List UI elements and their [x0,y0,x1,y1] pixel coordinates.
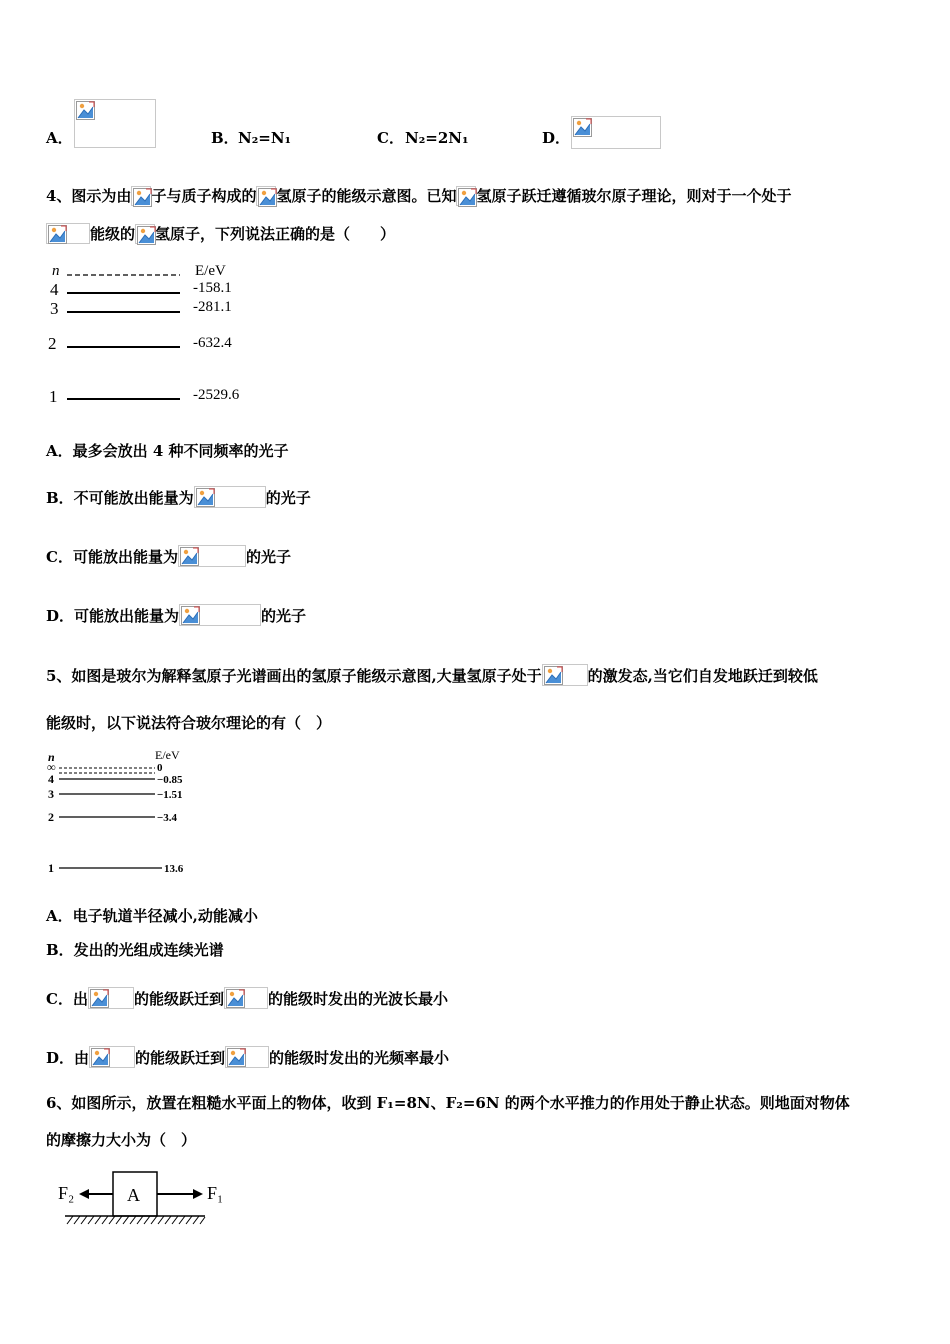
q4-energy-level-diagram [40,258,270,418]
q4-level-n: 4 [50,280,59,299]
broken-image-icon [224,987,268,1009]
f2-arrowhead [79,1189,89,1199]
q5-infinity-label: ∞ [47,760,56,774]
block-label: A [127,1185,140,1205]
q5-n-label: n [48,750,55,764]
q5-infinity-e: 0 [157,762,163,774]
broken-image-icon [89,1046,135,1068]
q4-level-e: -2529.6 [193,387,240,403]
f1-label: F₁ [207,1183,224,1203]
ground-hatching [67,1216,205,1224]
broken-image-icon [179,604,261,626]
q5-level-e: 13.6 [164,863,184,875]
broken-image-icon [131,186,151,206]
q4-level-n: 3 [50,299,59,318]
broken-image-icon [542,664,588,686]
q4-stem-line1: 4、图示为由 子与质子构成的 氢原子的能级示意图。已知 氢原子跃迁遵循玻尔原子理论，则对于一个处于 [46,187,792,205]
q4-stem-line2: 能级的 氢原子，下列说法正确的是（ ） [46,223,395,244]
broken-image-icon [178,545,246,567]
q5-level-e: −0.85 [157,774,183,786]
q4-option-a: A．最多会放出 4 种不同频率的光子 [46,442,289,460]
option-a-label: A． [46,129,73,147]
q6-stem-line2: 的摩擦力大小为（ ） [46,1131,197,1149]
q4-level-e: -281.1 [193,299,232,315]
q4-level-n: 1 [49,387,58,406]
q5-level-n: 4 [48,772,54,786]
q5-level-n: 1 [48,861,54,875]
q4-level-e: -632.4 [193,335,232,351]
q4-level-e: -158.1 [193,280,232,296]
f2-label: F₂ [58,1183,75,1203]
q5-option-c: C．出 的能级跃迁到 的能级时发出的光波长最小 [46,987,448,1009]
broken-image-icon [46,223,90,244]
broken-image-icon [88,987,134,1009]
broken-image-icon [135,224,155,244]
broken-image-icon [256,186,276,206]
q5-stem-line1: 5、如图是玻尔为解释氢原子光谱画出的氢原子能级示意图,大量氢原子处于 的激发态,当它们自发地跃迁到较低 [46,664,818,686]
q4-option-d: D．可能放出能量为 的光子 [46,604,306,626]
broken-image-icon [74,99,156,148]
q4-e-label: E/eV [195,263,226,279]
option-d-label: D． [542,129,571,147]
q4-option-c: C．可能放出能量为 的光子 [46,545,291,567]
q4-option-b: B．不可能放出能量为 的光子 [46,486,311,508]
broken-image-icon [571,116,661,149]
q5-energy-level-diagram [40,746,210,880]
q6-stem-line1: 6、如图所示，放置在粗糙水平面上的物体，收到 F₁=8N、F₂=6N 的两个水平推力的作用处于静止状态。则地面对物体 [46,1094,850,1112]
q5-level-e: −3.4 [157,812,178,824]
q5-stem-line2: 能级时，以下说法符合玻尔理论的有（ ） [46,714,332,732]
q5-level-n: 3 [48,787,54,801]
q5-option-d: D．由 的能级跃迁到 的能级时发出的光频率最小 [46,1046,449,1068]
option-c-text: N₂=2N₁ [405,129,469,147]
q5-level-n: 2 [48,810,54,824]
option-c-label: C． [377,129,404,147]
q5-option-a: A．电子轨道半径减小,动能减小 [46,907,258,925]
q4-level-n: 2 [48,334,57,353]
q5-option-b: B．发出的光组成连续光谱 [46,941,224,959]
q4-n-label: n [52,263,60,279]
q6-force-figure [55,1166,235,1230]
broken-image-icon [456,186,476,206]
option-b-text: N₂=N₁ [238,129,292,147]
q5-e-label: E/eV [155,748,180,762]
broken-image-icon [225,1046,269,1068]
q5-level-e: −1.51 [157,789,183,801]
broken-image-icon [194,486,266,508]
f1-arrowhead [193,1189,203,1199]
option-b-label: B． [211,129,239,147]
